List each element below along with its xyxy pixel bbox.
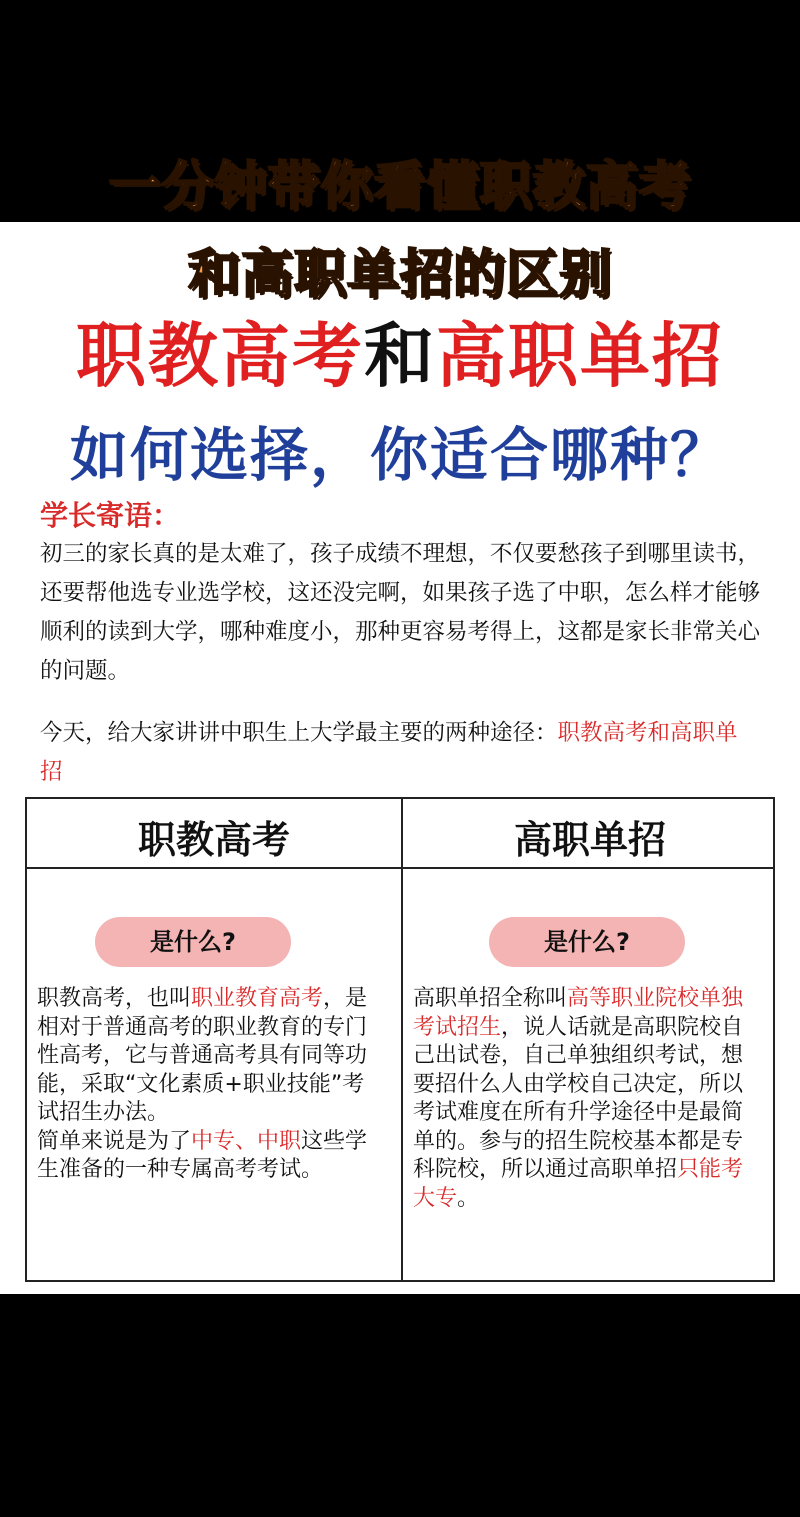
headline-part-1: 职教高考 xyxy=(76,315,364,397)
bottom-black-bar xyxy=(0,1294,800,1517)
right-text-3: 。 xyxy=(457,1185,480,1211)
left-text-1: 职教高考，也叫 xyxy=(37,986,192,1011)
headline-question: 如何选择，你适合哪种？ xyxy=(69,421,730,489)
message-body: 初三的家长真的是太难了，孩子成绩不理想，不仅要愁孩子到哪里读书，还要帮他选专业选学校，这还没完啊，如果孩子选了中职，怎么样才能够顺利的读到大学，哪种难度小，那种更容易考得上，这都是家长非常关心的问题。 xyxy=(40,541,761,684)
left-text-4: 这些学生准备的一种专属高考考试。 xyxy=(37,1128,368,1182)
intro-paragraph xyxy=(40,714,760,792)
right-highlight-1: 高等职业院校单独考试招生 xyxy=(413,986,744,1040)
cell-text-right xyxy=(413,985,758,1213)
left-text-2: ，是相对于普通高考的职业教育的专门性高考，它与普通高考具有同等功能，采取“文化素质+职业技能”考试招生办法。 xyxy=(37,986,368,1125)
cell-text-left xyxy=(37,985,382,1185)
intro-highlight: 职教高考和高职单招 xyxy=(40,720,738,785)
left-highlight-2: 中专、中职 xyxy=(191,1128,302,1154)
caption-line-2: 和高职单招的区别 xyxy=(187,245,612,305)
left-highlight-1: 职业教育高考 xyxy=(191,986,324,1011)
column-divider xyxy=(401,799,403,1280)
headline xyxy=(0,300,800,401)
right-highlight-2: 只能考大专 xyxy=(413,1157,744,1211)
headline-part-2: 和 xyxy=(364,315,436,397)
caption-line-1: 一分钟带你看懂职教高考 xyxy=(108,157,692,217)
intro-text: 今天，给大家讲讲中职生上大学最主要的两种途径： xyxy=(40,720,558,746)
right-text-2: ，说人话就是高职院校自己出试卷，自己单独组织考试，想要招什么人由学校自己决定，所以考试难度在所有升学途径中是最简单的。参与的招生院校基本都是专科院校，所以通过高职单招 xyxy=(413,1014,744,1182)
headline-part-3: 高职单招 xyxy=(436,315,724,397)
column-header-right: 高职单招 xyxy=(513,818,666,862)
left-text-3: 简单来说是为了 xyxy=(37,1128,192,1154)
what-is-pill-left: 是什么? xyxy=(95,917,291,967)
what-is-pill-right: 是什么? xyxy=(489,917,685,967)
comparison-table xyxy=(25,797,775,1282)
header-divider xyxy=(27,867,773,869)
right-text-1: 高职单招全称叫 xyxy=(413,986,568,1011)
column-header-left: 职教高考 xyxy=(137,818,290,862)
message-title: 学长寄语： xyxy=(40,499,181,532)
